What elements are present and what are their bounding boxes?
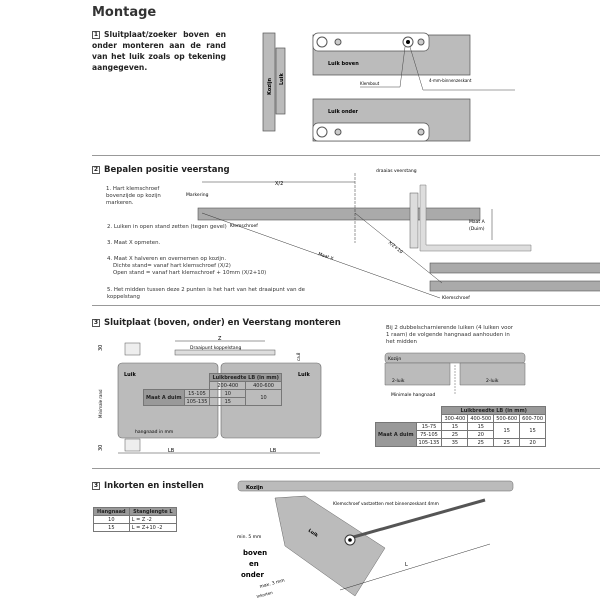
boven-label: boven bbox=[243, 549, 268, 557]
step-4-closed: Dichte stand= vanaf hart klemschroef (X/2) bbox=[113, 263, 231, 269]
lb-right-label: LB bbox=[270, 448, 277, 454]
maat-a-label: Maat A bbox=[469, 220, 485, 225]
onder-label: onder bbox=[241, 571, 265, 579]
maat-x-label: Maat X bbox=[317, 252, 334, 262]
table-cell: 105-135 bbox=[416, 439, 442, 447]
2-luik-left: 2-luik bbox=[392, 379, 405, 384]
divider bbox=[92, 305, 600, 306]
hangnaad-table bbox=[375, 406, 546, 447]
table-cell: 20 bbox=[520, 439, 546, 447]
table-cell: 75-105 bbox=[416, 431, 442, 439]
draaipunt-label: Draaipunt koppelstang bbox=[190, 346, 242, 351]
col-header: 200-400 bbox=[210, 382, 246, 390]
table-cell: 15-105 bbox=[184, 390, 210, 398]
luik-closed bbox=[198, 208, 480, 220]
table-cell: 15 bbox=[494, 423, 520, 439]
duim-label: (Duim) bbox=[469, 227, 485, 232]
table-cell: 400-500 bbox=[468, 415, 494, 423]
table-cell: 10 bbox=[210, 390, 246, 398]
binnenzeskant-label: 4-mm-binnenzeskant bbox=[429, 78, 472, 83]
dim-30-bottom: 30 bbox=[98, 444, 104, 451]
luik-open bbox=[430, 281, 600, 291]
stanglengte-table bbox=[93, 507, 177, 532]
en-label: en bbox=[249, 560, 259, 568]
step-number-box: 2 bbox=[93, 165, 99, 173]
section4-title bbox=[92, 481, 204, 491]
lb-left-label: LB bbox=[168, 448, 175, 454]
section2-title-text: Bepalen positie veerstang bbox=[104, 165, 230, 175]
divider bbox=[92, 155, 600, 156]
table-header: Luikbreedte LB (in mm) bbox=[210, 374, 281, 382]
section3-title-text: Sluitplaat (boven, onder) en Veerstang monteren bbox=[104, 318, 341, 328]
table-row bbox=[376, 423, 546, 431]
hangnaad-note: Bij 2 dubbelscharnierende luiken (4 luiken voor 1 raam) de volgende hangnaad aanhouden in het midden bbox=[386, 325, 513, 345]
kozijn-label: Kozijn bbox=[267, 77, 273, 95]
table-row bbox=[94, 524, 177, 532]
table-cell: Hangnaad bbox=[94, 508, 130, 516]
table-cell: 25 bbox=[494, 439, 520, 447]
step-number-box: 3 bbox=[93, 481, 99, 489]
luik-label: Luik bbox=[306, 528, 319, 539]
inkorten-label: Inkorten bbox=[255, 589, 274, 599]
luik-right-label: Luik bbox=[298, 372, 310, 378]
luik-onder-label: Luik onder bbox=[328, 109, 358, 115]
step-2: 2. Luiken in open stand zetten (tegen gevel) bbox=[107, 224, 227, 230]
table-cell: 15 bbox=[94, 524, 130, 532]
draaias-label: draaias veerstang bbox=[376, 169, 417, 174]
row-label: Maat A duim bbox=[144, 390, 185, 406]
step-number-box: 3 bbox=[93, 318, 99, 326]
step-4-open: Open stand = vanaf hart klemschroef + 10mm (X/2+10) bbox=[113, 270, 267, 276]
kozijn-bar bbox=[238, 481, 513, 491]
section2-diagram bbox=[180, 163, 600, 303]
table-row bbox=[94, 516, 177, 524]
table-cell: 10 bbox=[246, 390, 282, 406]
step-3: 3. Maat X opmeten. bbox=[107, 240, 161, 246]
luik-label: Luik bbox=[279, 73, 285, 85]
min-rand-label: Minimale rand bbox=[98, 389, 103, 418]
table-cell: L = Z -2 bbox=[129, 516, 176, 524]
luik-left-label: Luik bbox=[124, 372, 136, 378]
step-4: 4. Maat X halveren en overnemen op kozijn. bbox=[107, 256, 227, 262]
section1-instruction: Sluitplaat/zoeker boven en onder monteren aan de rand van het luik zoals op tekening aangegeven. bbox=[92, 30, 226, 72]
hangnaad-label: hangnaad in mm bbox=[135, 430, 174, 435]
table-cell: 500-600 bbox=[494, 415, 520, 423]
table-cell: 25 bbox=[468, 439, 494, 447]
table-cell: 25 bbox=[442, 431, 468, 439]
luik-boven-label: Luik boven bbox=[328, 61, 359, 67]
x2-10-label: X/2+10 bbox=[386, 240, 404, 256]
col-header: 400-600 bbox=[246, 382, 282, 390]
table-cell: 600-700 bbox=[520, 415, 546, 423]
table-cell: 15 bbox=[442, 423, 468, 431]
klemschroef-label: Klemschroef bbox=[230, 224, 258, 229]
table-cell: 15 bbox=[468, 423, 494, 431]
section4-title-text: Inkorten en instellen bbox=[104, 481, 204, 491]
table-cell: 35 bbox=[442, 439, 468, 447]
table-cell: 20 bbox=[468, 431, 494, 439]
z-label: Z bbox=[218, 336, 222, 342]
ca8-label: ca.8 bbox=[296, 352, 301, 361]
x2-label: X/2 bbox=[275, 181, 284, 187]
section3-title bbox=[92, 318, 341, 328]
page-title: Montage bbox=[92, 5, 157, 20]
section1-text bbox=[92, 29, 226, 73]
table-cell: 15-75 bbox=[416, 423, 442, 431]
table-cell: 300-400 bbox=[442, 415, 468, 423]
markering-label: Markering bbox=[186, 193, 209, 198]
step-1: 1. Hart klemschroef bovenzijde op kozijn markeren. bbox=[106, 186, 161, 206]
table-header: Luikbreedte LB (in mm) bbox=[442, 407, 546, 415]
klemschroef-open-label: Klemschroef bbox=[442, 296, 470, 301]
table-cell: 15 bbox=[520, 423, 546, 439]
kozijn-label: Kozijn bbox=[388, 357, 402, 362]
section3-right-diagram bbox=[380, 350, 530, 400]
step-number-box: 1 bbox=[93, 31, 99, 38]
table-cell: Maat A duim bbox=[376, 423, 417, 447]
maat-a-table bbox=[143, 373, 282, 406]
step-5: 5. Het midden tussen deze 2 punten is het hart van het draaipunt van de koppelstang bbox=[107, 287, 305, 300]
klemschroef-label: Klemschroef vastzetten met binnenzeskant 4mm bbox=[333, 502, 439, 507]
dim-30-top: 30 bbox=[98, 344, 104, 351]
divider bbox=[92, 468, 600, 469]
table-row bbox=[144, 390, 282, 398]
section4-diagram bbox=[235, 478, 600, 600]
max3-label: max. 3 mm bbox=[259, 578, 286, 590]
section1-diagram bbox=[255, 25, 600, 150]
2-luik-right: 2-luik bbox=[486, 379, 499, 384]
table-cell: 15 bbox=[210, 398, 246, 406]
l-label: L bbox=[405, 562, 408, 568]
kozijn-label: Kozijn bbox=[246, 485, 264, 491]
table-cell: 10 bbox=[94, 516, 130, 524]
table-cell: L = Z+10 -2 bbox=[129, 524, 176, 532]
min5-label: min. 5 mm bbox=[237, 535, 262, 540]
min-hangnaad-label: Minimale hangnaad bbox=[391, 393, 436, 398]
klembout-label: Klembout bbox=[360, 81, 380, 86]
table-cell: 105-135 bbox=[184, 398, 210, 406]
table-cell: Stanglengte L bbox=[129, 508, 176, 516]
